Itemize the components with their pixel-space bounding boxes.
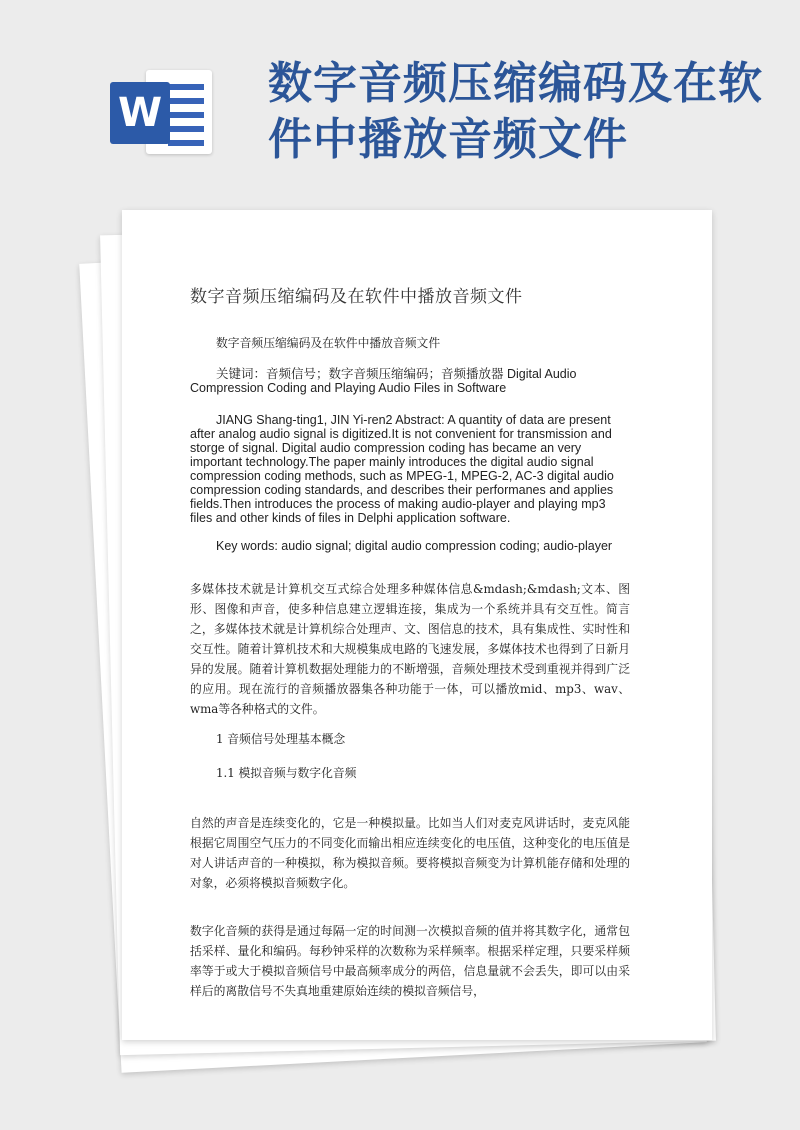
word-badge: W bbox=[110, 82, 170, 144]
document-content bbox=[190, 282, 630, 1011]
document-title: 数字音频压缩编码及在软件中播放音频文件 bbox=[190, 287, 523, 307]
keywords-cn bbox=[190, 367, 630, 395]
paragraph-analog-audio: 自然的声音是连续变化的，它是一种模拟量。比如当人们对麦克风讲话时，麦克风能根据它周围空气压力的不同变化而输出相应连续变化的电压值，这种变化的电压值是对人讲话声音的一种模拟，称为模拟音频。要将模拟音频变为计算机能存储和处理的对象，必须将模拟音频数字化。 bbox=[190, 816, 630, 890]
abstract-en: JIANG Shang-ting1, JIN Yi-ren2 Abstract: A quantity of data are present after analog audio signal is digitized.It is not convenient for transmission and storge of signal. Digital audio compression coding has became an very important technology.The paper mainly introduces the digital audio signal compression coding methods, such as MPEG-1, MPEG-2, AC-3 digital audio compression coding standards, and describes their performanes and applies fields.Then introduces the process of making audio-player and playing mp3 files and other kinds of files in Delphi application software. bbox=[190, 413, 614, 525]
word-document-icon bbox=[110, 62, 214, 162]
section-heading-1: 1 音频信号处理基本概念 bbox=[216, 732, 346, 746]
keywords-cn-text: 关键词：音频信号；数字音频压缩编码；音频播放器 Digital Audio Compression Coding and Playing Audio Files in Software bbox=[190, 367, 577, 395]
paragraph-digital-audio: 数字化音频的获得是通过每隔一定的时间测一次模拟音频的值并将其数字化，通常包括采样、量化和编码。每秒钟采样的次数称为采样频率。根据采样定理，只要采样频率等于或大于模拟音频信号中最高频率成分的两倍，信息量就不会丢失，即可以由采样后的离散信号不失真地重建原始连续的模拟音频信号， bbox=[190, 924, 630, 998]
intro-paragraph: 多媒体技术就是计算机交互式综合处理多种媒体信息&mdash;&mdash;文本、图形、图像和声音，使多种信息建立逻辑连接，集成为一个系统并具有交互性。简言之，多媒体技术就是计算机综合处理声、文、图信息的技术，具有集成性、实时性和交互性。随着计算机技术和大规模集成电路的飞速发展，多媒体技术也得到了日新月异的发展。随着计算机数据处理能力的不断增强，音频处理技术受到重视并得到广泛的应用。现在流行的音频播放器集各种功能于一体，可以播放mid、mp3、wav、wma等各种格式的文件。 bbox=[190, 582, 630, 716]
document-subtitle: 数字音频压缩编码及在软件中播放音频文件 bbox=[216, 336, 441, 350]
banner-title: 数字音频压缩编码及在软件中播放音频文件 bbox=[268, 58, 763, 165]
keywords-en: Key words: audio signal; digital audio compression coding; audio-player bbox=[216, 539, 613, 553]
section-heading-1-1: 1.1 模拟音频与数字化音频 bbox=[216, 766, 357, 780]
